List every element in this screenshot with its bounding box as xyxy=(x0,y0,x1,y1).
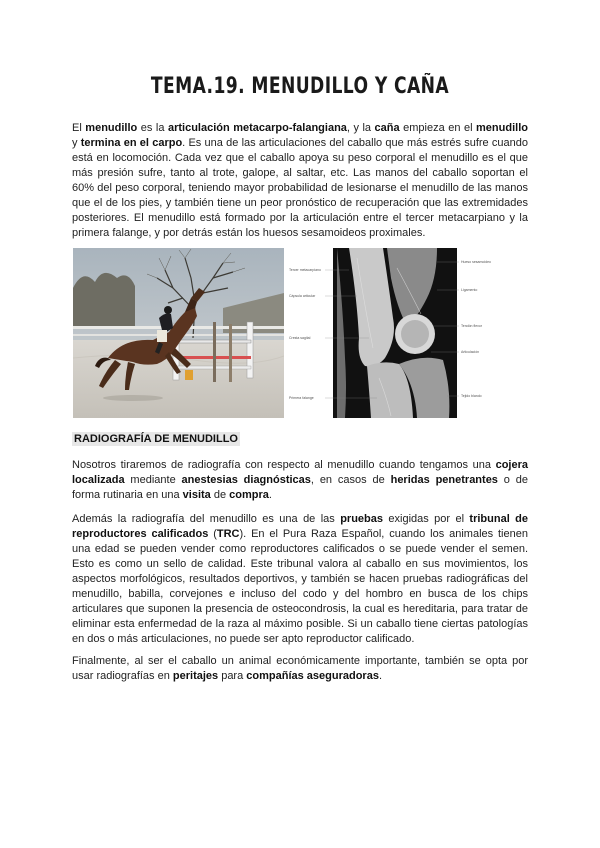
text-run: Finalmente, al ser el caballo un animal económicamente importante, también se opta por usar radiografías en xyxy=(72,655,528,682)
text-run: empieza en el xyxy=(399,122,477,134)
text-run: . xyxy=(378,670,383,682)
bold-term: anestesias diagnósticas xyxy=(181,474,311,486)
horse-jumping-photo xyxy=(73,248,284,418)
xray-label: Tejido blando xyxy=(461,394,482,398)
bold-term: tribunal de reproductores calificados xyxy=(72,513,528,540)
xray-label: Cresta sagital xyxy=(289,336,311,340)
xray-label: Tendón flexor xyxy=(461,324,483,328)
text-run: y xyxy=(72,137,81,149)
section-heading: RADIOGRAFÍA DE MENUDILLO xyxy=(74,433,238,445)
text-run: , en casos de xyxy=(310,474,391,486)
text-run: mediante xyxy=(124,474,182,486)
bold-term: caña xyxy=(374,122,400,134)
bold-term: pruebas xyxy=(340,513,383,525)
text-run: para xyxy=(218,670,247,682)
text-run: exigidas por el xyxy=(382,513,470,525)
bold-term: visita xyxy=(182,489,211,501)
text-run: es la xyxy=(137,122,168,134)
text-run: o de forma rutinaria en una xyxy=(72,474,528,501)
xray-label: Cápsula articular xyxy=(289,294,316,298)
intro-paragraph xyxy=(72,121,528,241)
xray-label: Ligamento xyxy=(461,288,478,292)
text-run: Nosotros tiraremos de radiografía con respecto al menudillo cuando tengamos una xyxy=(72,459,496,471)
bold-term: menudillo xyxy=(85,122,138,134)
xray-label: Hueso sesamoideo xyxy=(461,260,491,264)
bold-term: termina en el carpo xyxy=(80,137,183,149)
bold-term: articulación metacarpo-falangiana xyxy=(167,122,347,134)
text-run: . xyxy=(268,489,272,501)
bold-term: compañías aseguradoras xyxy=(246,670,379,682)
bold-term: heridas penetrantes xyxy=(390,474,498,486)
text-run: ). En el Pura Raza Español, cuando los animales tienen una edad se pueden vender como reproductores calificados o se puede vender el semen. Esto es como un sello de calidad. Este tribunal valora al caballo en sus movimientos, los aspectos morfológicos, resultados deportivos, y también se hacen pruebas radiográficas del menudillo, babilla, corvejones e incluso del codo y del hombro en busca de los chips articulares que suponen la presencia de osteocondrosis, la cual es hereditaria, para tratar de eliminar esta enfermedad de la raza al máximo posible. Si un caballo tiene ciertas patologías en dos o más articulaciones, no puede ser apto reproductor calificado. xyxy=(72,528,528,645)
xray-label: Tercer metacarpiano xyxy=(289,268,321,272)
paragraph-indications xyxy=(72,458,528,503)
text-run: El xyxy=(72,122,86,134)
fetlock-xray-image xyxy=(287,248,527,418)
page-title: TEMA.19. MENUDILLO Y CAÑA xyxy=(150,74,450,99)
bold-term: peritajes xyxy=(172,670,219,682)
paragraph-trc xyxy=(72,512,528,647)
text-run: . Es una de las articulaciones del caballo que más estrés sufre cuando está en locomoción. Cada vez que el caballo apoya su peso corporal el menudillo es el que más presión sufre, tanto al trote, galope, al saltar, etc. Las manos del caballo soportan el 60% del peso corporal, teniendo mayor probabilidad de lesionarse el menudillo de las manos que el de los pies, y también tiene un peor pronóstico de recuperación que las extremidades posteriores. El menudillo está formado por la articulación entre el tercer metacarpiano y la primera falange, y por detrás están los huesos sesamoideos proximales. xyxy=(72,137,528,239)
text-run: ( xyxy=(208,528,217,540)
xray-label: Articulación xyxy=(461,350,480,354)
bold-term: menudillo xyxy=(476,122,528,134)
bold-term: TRC xyxy=(216,528,240,540)
xray-label: Primera falange xyxy=(289,396,314,400)
bold-term: compra xyxy=(229,489,269,501)
text-run: Además la radiografía del menudillo es una de las xyxy=(72,513,341,525)
text-run: , y la xyxy=(346,122,375,134)
bold-term: cojera localizada xyxy=(72,459,528,486)
paragraph-insurance xyxy=(72,654,528,684)
text-run: de xyxy=(210,489,230,501)
